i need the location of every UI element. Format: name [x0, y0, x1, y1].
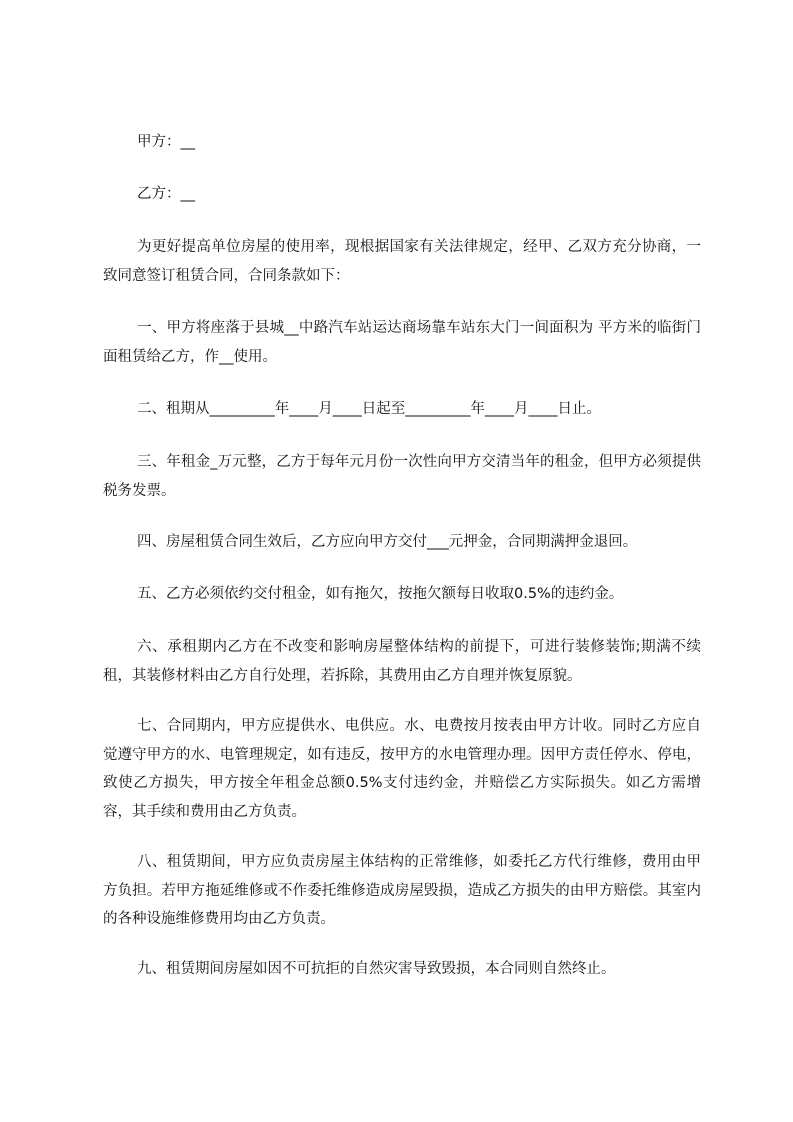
clause-2: 二、租期从_________年____月____日起至_________年____月____日止。 [137, 401, 601, 417]
clause-3: 三、年租金_万元整，乙方于每年元月份一次性向甲方交清当年的租金，但甲方必须提供税务发票。 [103, 454, 701, 499]
party-b-line: 乙方：__ [137, 186, 195, 202]
party-a-line: 甲方：__ [137, 134, 195, 150]
clause-1: 一、甲方将座落于县城__中路汽车站运达商场靠车站东大门一间面积为 平方米的临街门面租赁给乙方，作__使用。 [103, 320, 701, 365]
clause-4: 四、房屋租赁合同生效后，乙方应向甲方交付___元押金，合同期满押金退回。 [137, 534, 638, 550]
preamble-paragraph: 为更好提高单位房屋的使用率，现根据国家有关法律规定，经甲、乙双方充分协商，一致同意签订租赁合同，合同条款如下： [103, 239, 701, 284]
clause-9: 九、租赁期间房屋如因不可抗拒的自然灾害导致毁损，本合同则自然终止。 [137, 961, 616, 977]
clause-7: 七、合同期内，甲方应提供水、电供应。水、电费按月按表由甲方计收。同时乙方应自觉遵守甲方的水、电管理规定，如有违反，按甲方的水电管理办理。因甲方责任停水、停电，致使乙方损失，甲方按全年租金总额0.5%支付违约金，并赔偿乙方实际损失。如乙方需增容，其手续和费用由乙方负责。 [103, 718, 701, 820]
clause-5: 五、乙方必须依约交付租金，如有拖欠，按拖欠额每日收取0.5%的违约金。 [137, 586, 624, 602]
clause-6: 六、承租期内乙方在不改变和影响房屋整体结构的前提下，可进行装修装饰;期满不续租，其装修材料由乙方自行处理，若拆除，其费用由乙方自理并恢复原貌。 [103, 639, 701, 684]
clause-8: 八、租赁期间，甲方应负责房屋主体结构的正常维修，如委托乙方代行维修，费用由甲方负担。若甲方拖延维修或不作委托维修造成房屋毁损，造成乙方损失的由甲方赔偿。其室内的各种设施维修费用均由乙方负责。 [103, 854, 701, 927]
